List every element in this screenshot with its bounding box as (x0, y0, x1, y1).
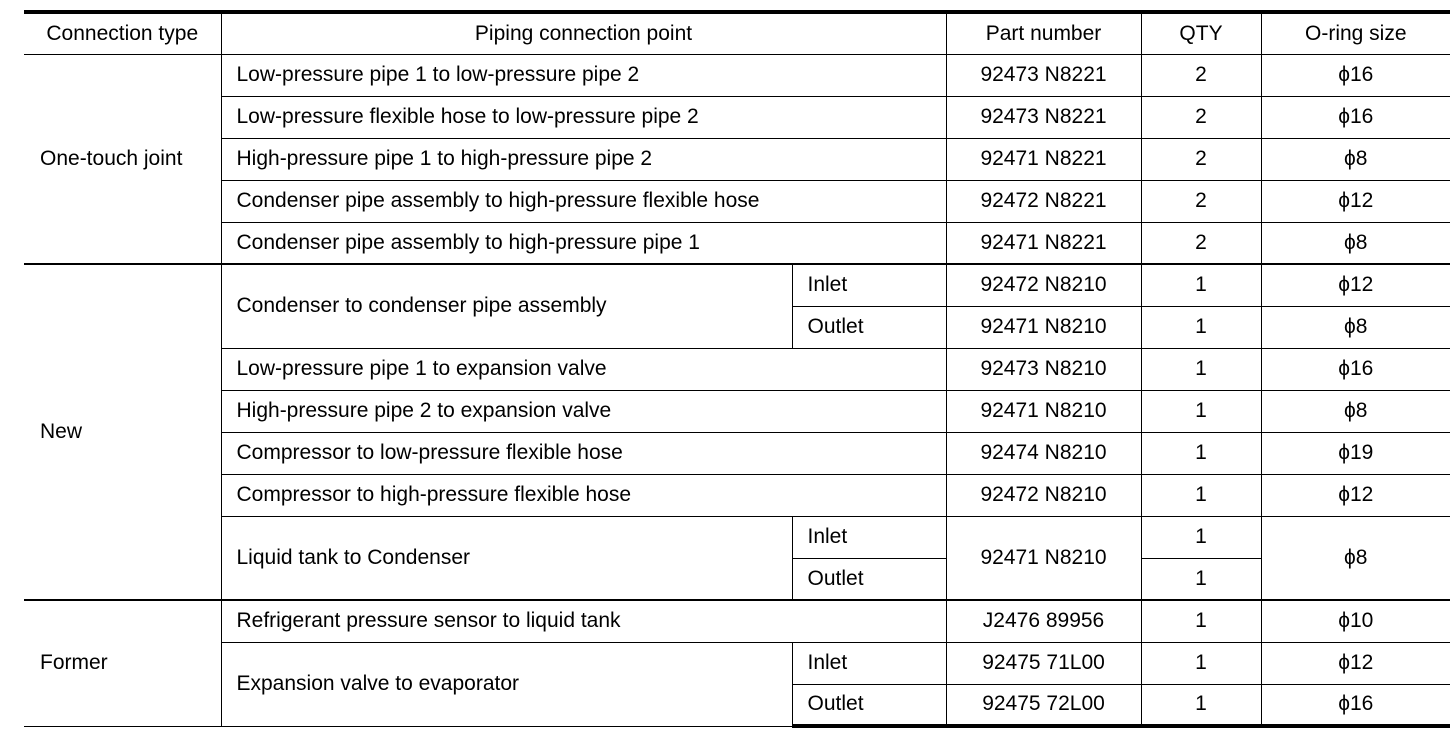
port-label: Outlet (792, 558, 946, 600)
oring-size: ϕ16 (1261, 348, 1450, 390)
oring-size: ϕ12 (1261, 264, 1450, 306)
oring-size: ϕ8 (1261, 138, 1450, 180)
qty: 1 (1141, 432, 1261, 474)
oring-size: ϕ12 (1261, 180, 1450, 222)
oring-size: ϕ16 (1261, 96, 1450, 138)
part-number: 92474 N8210 (946, 432, 1141, 474)
port-label: Outlet (792, 306, 946, 348)
header-qty: QTY (1141, 12, 1261, 54)
table-row (24, 138, 1450, 180)
table-row (24, 642, 1450, 684)
table-row (24, 390, 1450, 432)
part-number: 92475 71L00 (946, 642, 1141, 684)
qty: 1 (1141, 558, 1261, 600)
part-number: 92471 N8221 (946, 222, 1141, 264)
qty: 1 (1141, 390, 1261, 432)
table-row (24, 432, 1450, 474)
part-number: 92472 N8210 (946, 474, 1141, 516)
qty: 1 (1141, 600, 1261, 642)
oring-size: ϕ16 (1261, 54, 1450, 96)
oring-size: ϕ8 (1261, 222, 1450, 264)
qty: 2 (1141, 222, 1261, 264)
piping-point: Low-pressure pipe 1 to low-pressure pipe 2 (221, 54, 946, 96)
piping-point: Refrigerant pressure sensor to liquid tank (221, 600, 946, 642)
piping-point: Condenser to condenser pipe assembly (221, 264, 792, 348)
oring-size: ϕ12 (1261, 642, 1450, 684)
group-one-touch-joint: One-touch joint (24, 54, 221, 264)
part-number: 92471 N8210 (946, 516, 1141, 600)
part-number: 92471 N8221 (946, 138, 1141, 180)
part-number: 92472 N8221 (946, 180, 1141, 222)
oring-size: ϕ19 (1261, 432, 1450, 474)
qty: 1 (1141, 474, 1261, 516)
header-connection-type: Connection type (24, 12, 221, 54)
part-number: 92473 N8221 (946, 96, 1141, 138)
qty: 1 (1141, 642, 1261, 684)
piping-point: Low-pressure pipe 1 to expansion valve (221, 348, 946, 390)
table-row (24, 600, 1450, 642)
qty: 1 (1141, 306, 1261, 348)
part-number: 92473 N8221 (946, 54, 1141, 96)
oring-size: ϕ8 (1261, 390, 1450, 432)
piping-point: Low-pressure flexible hose to low-pressure pipe 2 (221, 96, 946, 138)
piping-point: Liquid tank to Condenser (221, 516, 792, 600)
table-row (24, 516, 1450, 558)
piping-point: Compressor to low-pressure flexible hose (221, 432, 946, 474)
oring-size: ϕ12 (1261, 474, 1450, 516)
port-label: Inlet (792, 642, 946, 684)
table-row (24, 474, 1450, 516)
table-row (24, 222, 1450, 264)
header-row (24, 12, 1450, 54)
oring-size: ϕ8 (1261, 516, 1450, 600)
part-number: 92471 N8210 (946, 306, 1141, 348)
piping-point: Expansion valve to evaporator (221, 642, 792, 726)
part-number: J2476 89956 (946, 600, 1141, 642)
table-row (24, 54, 1450, 96)
qty: 2 (1141, 54, 1261, 96)
table-row (24, 264, 1450, 306)
header-piping-point: Piping connection point (221, 12, 946, 54)
table-row (24, 348, 1450, 390)
piping-point: High-pressure pipe 1 to high-pressure pipe 2 (221, 138, 946, 180)
group-former: Former (24, 600, 221, 726)
qty: 2 (1141, 180, 1261, 222)
piping-point: Condenser pipe assembly to high-pressure pipe 1 (221, 222, 946, 264)
oring-parts-table (24, 10, 1450, 728)
port-label: Outlet (792, 684, 946, 726)
parts-table-container (24, 10, 1450, 728)
piping-point: Condenser pipe assembly to high-pressure flexible hose (221, 180, 946, 222)
group-new: New (24, 264, 221, 600)
qty: 1 (1141, 348, 1261, 390)
header-part-number: Part number (946, 12, 1141, 54)
piping-point: High-pressure pipe 2 to expansion valve (221, 390, 946, 432)
oring-size: ϕ10 (1261, 600, 1450, 642)
header-oring-size: O-ring size (1261, 12, 1450, 54)
part-number: 92475 72L00 (946, 684, 1141, 726)
port-label: Inlet (792, 264, 946, 306)
part-number: 92472 N8210 (946, 264, 1141, 306)
part-number: 92473 N8210 (946, 348, 1141, 390)
oring-size: ϕ16 (1261, 684, 1450, 726)
port-label: Inlet (792, 516, 946, 558)
piping-point: Compressor to high-pressure flexible hose (221, 474, 946, 516)
qty: 1 (1141, 516, 1261, 558)
oring-size: ϕ8 (1261, 306, 1450, 348)
qty: 1 (1141, 684, 1261, 726)
qty: 1 (1141, 264, 1261, 306)
qty: 2 (1141, 138, 1261, 180)
table-row (24, 96, 1450, 138)
table-row (24, 180, 1450, 222)
part-number: 92471 N8210 (946, 390, 1141, 432)
qty: 2 (1141, 96, 1261, 138)
